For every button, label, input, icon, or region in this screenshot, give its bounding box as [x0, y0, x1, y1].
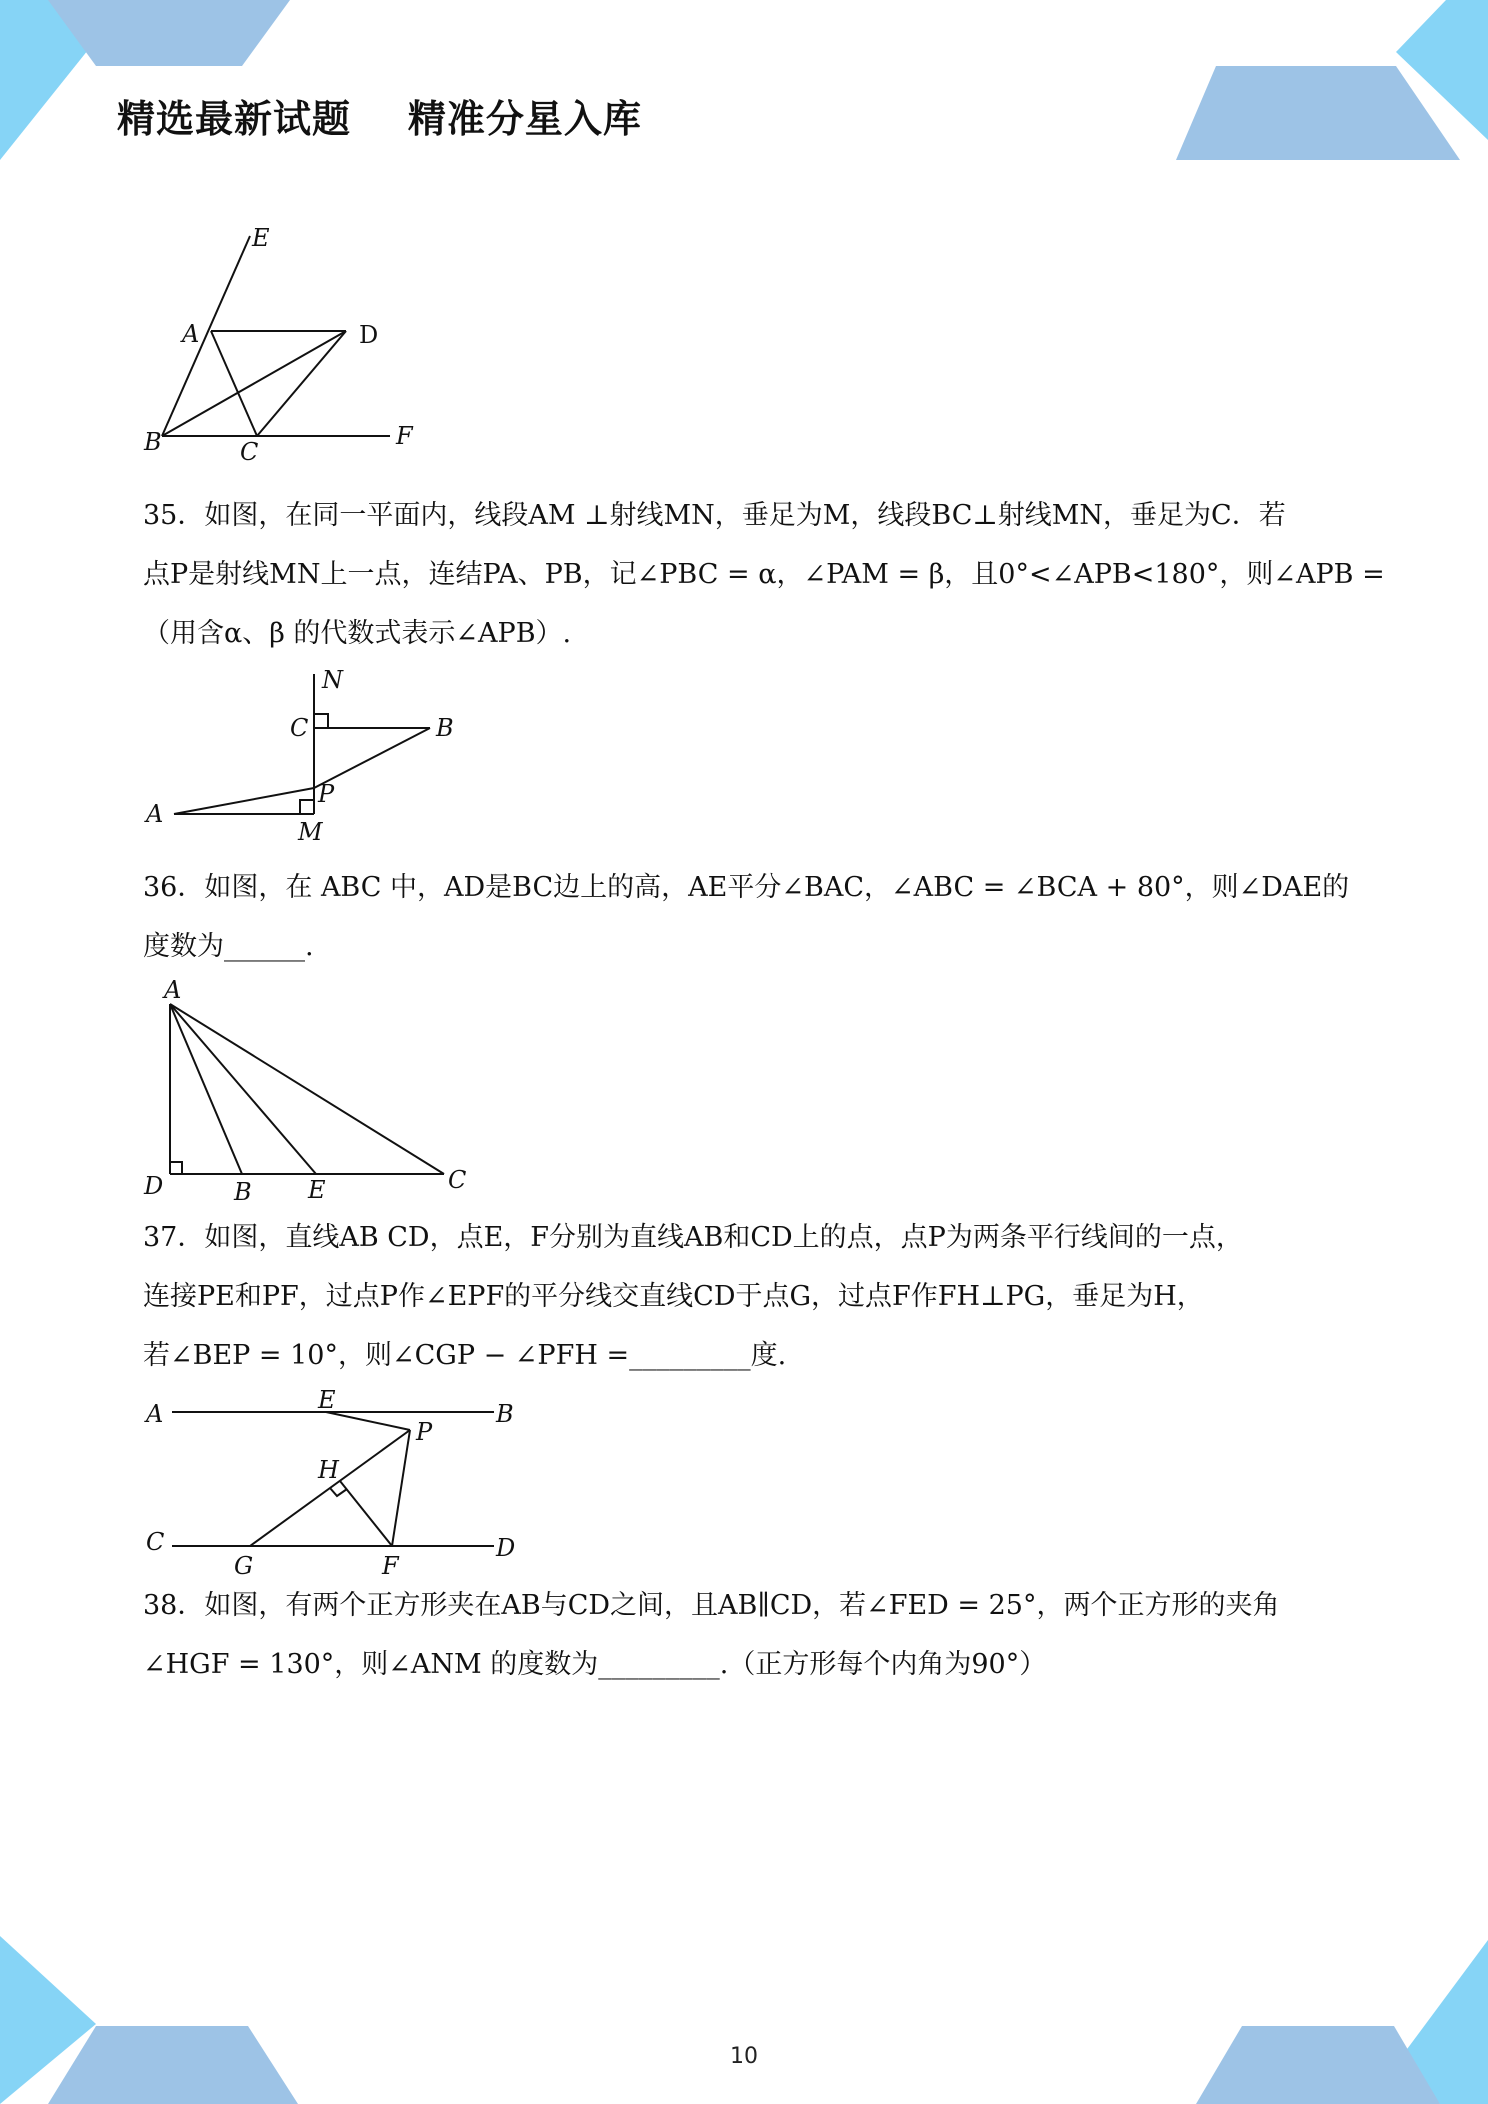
- label-B: B: [496, 1400, 514, 1428]
- corner-decoration-bottom-left: [0, 1936, 298, 2104]
- question-37: [143, 1208, 1353, 1385]
- corner-decoration-top-right: [1176, 0, 1488, 160]
- label-H: H: [318, 1456, 339, 1484]
- label-D: D: [144, 1172, 164, 1200]
- label-A: A: [146, 1400, 164, 1428]
- label-F: F: [382, 1552, 399, 1580]
- segment-AB: [170, 1004, 242, 1174]
- figure-parallel-lines: [140, 1384, 530, 1580]
- label-B: B: [144, 428, 162, 456]
- label-B: B: [234, 1178, 252, 1206]
- right-angle-mark-M: [300, 800, 314, 814]
- question-36: [143, 858, 1353, 976]
- label-E: E: [318, 1386, 336, 1414]
- right-angle-mark-H: [330, 1488, 347, 1496]
- segment-FH: [340, 1481, 392, 1546]
- ray-BE: [162, 236, 250, 436]
- question-38: [143, 1576, 1353, 1694]
- question-37-line-2: 连接PE和PF，过点P作∠EPF的平分线交直线CD于点G，过点F作FH⊥PG，垂足为H，: [143, 1281, 1204, 1312]
- segment-PB: [314, 728, 430, 788]
- question-35: [143, 486, 1385, 663]
- label-C: C: [290, 714, 309, 742]
- segment-CD: [257, 331, 346, 436]
- label-A: A: [164, 976, 182, 1004]
- figure-triangle-abc: [140, 976, 480, 1208]
- segment-PE: [326, 1412, 410, 1430]
- segment-AC: [170, 1004, 444, 1174]
- label-C: C: [448, 1166, 467, 1194]
- segment-PF: [392, 1430, 410, 1546]
- label-A: A: [146, 800, 164, 828]
- question-35-line-2: 点P是射线MN上一点，连结PA、PB，记∠PBC = α，∠PAM = β，且0°<∠APB<180°，则∠APB =: [143, 559, 1385, 590]
- label-A: A: [182, 320, 200, 348]
- bisector-AE: [170, 1004, 316, 1174]
- label-G: G: [234, 1552, 254, 1580]
- figure-quadrilateral: [140, 228, 430, 468]
- label-D: D: [496, 1534, 516, 1562]
- label-N: N: [322, 666, 343, 694]
- label-M: M: [298, 818, 323, 846]
- right-angle-mark-C: [314, 714, 328, 728]
- label-B: B: [436, 714, 454, 742]
- label-C: C: [146, 1528, 165, 1556]
- label-D: D: [359, 321, 379, 349]
- question-35-line-3: （用含α、β 的代数式表示∠APB）.: [143, 618, 572, 649]
- label-E: E: [252, 228, 270, 252]
- figure-perpendiculars: [140, 664, 470, 854]
- right-angle-mark-D: [170, 1162, 182, 1174]
- question-36-line-1: 36．如图，在 ABC 中，AD是BC边上的高，AE平分∠BAC，∠ABC = ∠BCA + 80°，则∠DAE的: [143, 872, 1350, 903]
- question-37-line-3: 若∠BEP = 10°，则∠CGP − ∠PFH =_________度.: [143, 1340, 787, 1371]
- question-37-line-1: 37．如图，直线AB CD，点E，F分别为直线AB和CD上的点，点P为两条平行线间的一点，: [143, 1222, 1243, 1253]
- corner-decoration-bottom-right: [1196, 1940, 1488, 2104]
- label-P: P: [416, 1418, 433, 1446]
- label-C: C: [240, 438, 259, 466]
- question-35-line-1: 35．如图，在同一平面内，线段AM ⊥射线MN，垂足为M，线段BC⊥射线MN，垂足为C．若: [143, 500, 1286, 531]
- question-38-line-1: 38．如图，有两个正方形夹在AB与CD之间，且AB∥CD，若∠FED = 25°，两个正方形的夹角: [143, 1590, 1280, 1621]
- label-P: P: [318, 780, 335, 808]
- label-E: E: [308, 1176, 326, 1204]
- page-number: 10: [730, 2044, 758, 2069]
- segment-AC: [211, 331, 257, 436]
- question-36-line-2: 度数为______.: [143, 931, 314, 962]
- header-title: 精选最新试题 精准分星入库: [117, 97, 642, 141]
- segment-PA: [174, 788, 314, 814]
- label-F: F: [396, 422, 413, 450]
- question-38-line-2: ∠HGF = 130°，则∠ANM 的度数为_________.（正方形每个内角为90°）: [143, 1649, 1047, 1680]
